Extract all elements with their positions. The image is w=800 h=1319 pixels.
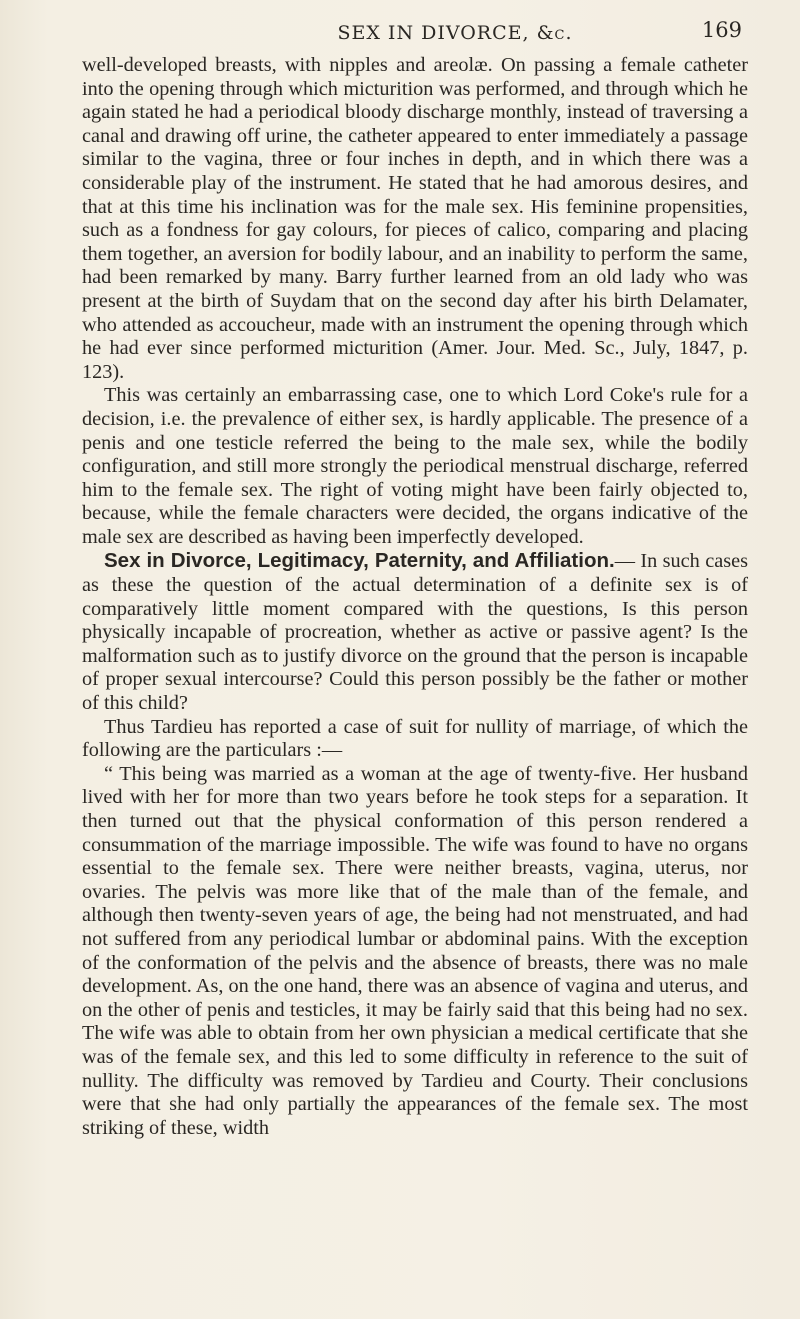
paragraph-continued: well-developed breasts, with nipples and areolæ. On passing a female catheter into the opening through which micturition was performed, and through which he again stated he had a periodical bloody discharge monthly, instead of traversing a canal and drawing off urine, the catheter appeared to enter immediately a passage similar to the vagina, three or four inches in depth, and in which there was a considerable play of the instrument. He stated that he had amorous desires, and that at this time his inclination was for the male sex. His feminine propensities, such as a fondness for gay colours, for pieces of calico, comparing and placing them together, an aversion for bodily labour, and an inability to perform the same, had been remarked by many. Barry further learned from an old lady who was present at the birth of Suydam that on the second day after his birth Delamater, who attended as accoucheur, made with an instrument the opening through which he had ever since performed micturition (Amer. Jour. Med. Sc., July, 1847, p. 123).	[82, 54, 748, 383]
page-number: 169	[701, 18, 742, 42]
section-heading-dash: —	[614, 550, 635, 573]
section-lead-text: In such cases as these the question of the actual determination of a definite sex is of comparatively little moment compared with the questions, Is this person physically incapable of procreation, whether as active or passive agent? Is the malformation such as to justify divorce on the ground that the person is incapable of proper sexual intercourse? Could this person possibly be the father or mother of this child?	[82, 550, 748, 715]
paragraph: Thus Tardieu has reported a case of suit for nullity of marriage, of which the following are the particulars :—	[82, 715, 748, 762]
paragraph: This was certainly an embarrassing case, one to which Lord Coke's rule for a decision, i.e. the prevalence of either sex, is hardly applicable. The presence of a penis and one testicle referred the being to the male sex, while the bodily configuration, and still more strongly the periodical menstrual discharge, referred him to the female sex. The right of voting might have been fairly objected to, because, while the female characters were decided, the organs indicative of the male sex are described as having been imperfectly developed.	[82, 384, 748, 548]
section-paragraph	[82, 549, 748, 715]
running-title: SEX IN DIVORCE, &c.	[337, 22, 573, 44]
running-head	[82, 0, 748, 54]
body-text	[82, 54, 748, 1140]
section-heading: Sex in Divorce, Legitimacy, Paternity, and Affiliation.	[104, 549, 615, 573]
quoted-paragraph: “ This being was married as a woman at the age of twenty-five. Her husband lived with her for more than two years before he took steps for a separation. It then turned out that the physical conformation of this person rendered a consummation of the marriage impossible. The wife was found to have no organs essential to the female sex. There were neither breasts, vagina, uterus, nor ovaries. The pelvis was more like that of the male than of the female, and although then twenty-seven years of age, the being had not menstruated, and had not suffered from any periodical lumbar or abdominal pains. With the exception of the conformation of the pelvis and the absence of breasts, there was no male development. As, on the one hand, there was an absence of vagina and uterus, and on the other of penis and testicles, it may be fairly said that this being had no sex. The wife was able to obtain from her own physician a medical certificate that she was of the female sex, and this led to some difficulty in reference to the suit of nullity. The difficulty was removed by Tardieu and Courty. Their conclusions were that she had only partially the appearances of the female sex. The most striking of these, width	[82, 762, 748, 1139]
